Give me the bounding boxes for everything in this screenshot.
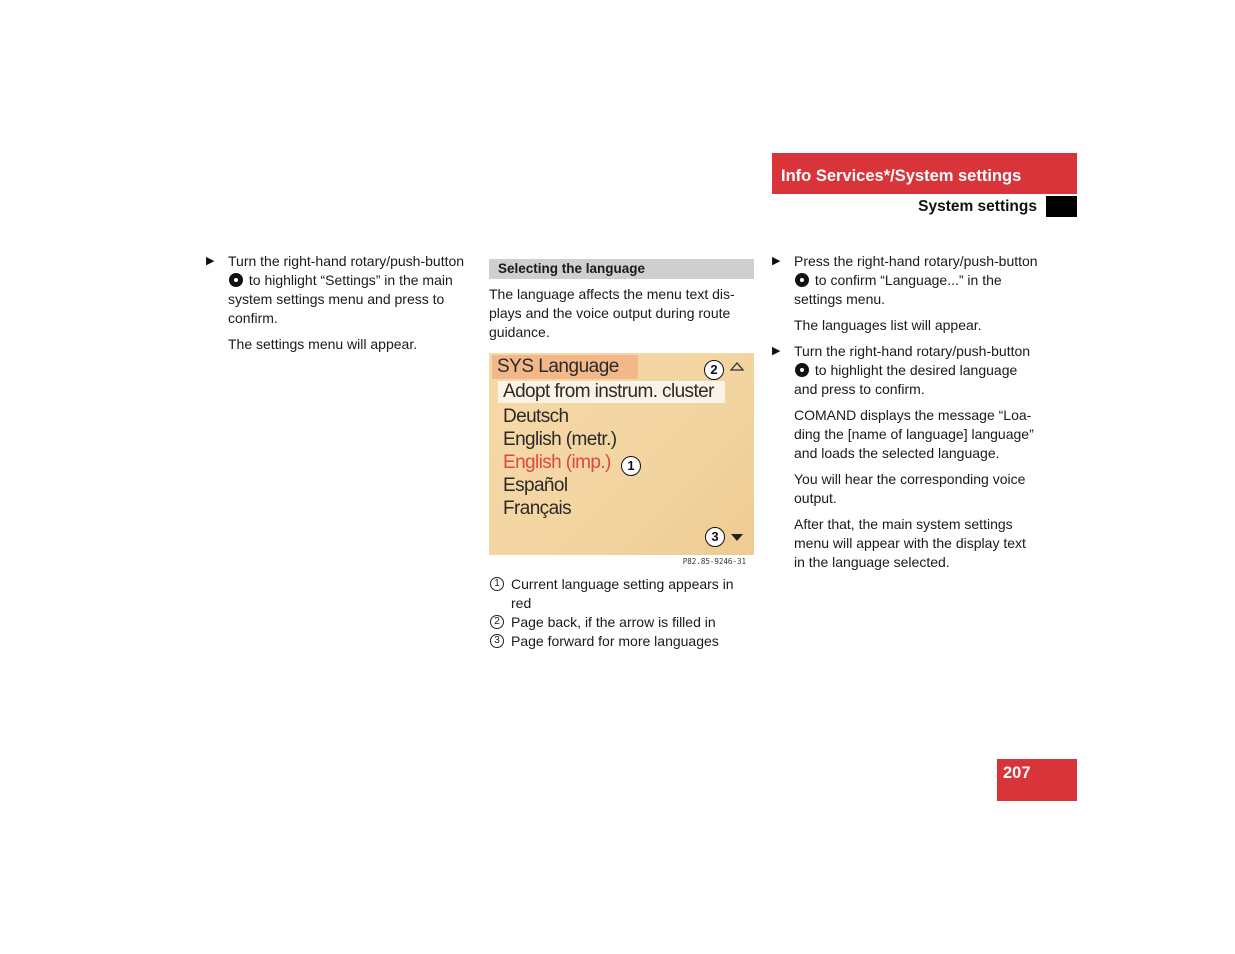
screen-menu-item: English (metr.) [503, 429, 617, 450]
step-result: COMAND displays the message “Loa-ding the [name of language] language” and loads the selected language. [794, 407, 1034, 461]
step-text: to highlight “Settings” in the main system settings menu and press to confirm. [228, 272, 453, 326]
screen-menu-item: Adopt from instrum. cluster [498, 381, 725, 403]
legend-item [489, 632, 754, 651]
legend-item [489, 575, 754, 613]
left-column [206, 252, 472, 361]
legend-number: 2 [490, 615, 504, 629]
legend-number: 3 [490, 634, 504, 648]
instruction-step [206, 252, 472, 328]
page-number: 207 [997, 759, 1077, 801]
right-column [772, 252, 1038, 579]
step-text: Turn the right-hand rotary/push-button [794, 343, 1031, 359]
section-marker-block [1046, 196, 1077, 217]
step-text: Turn the right-hand rotary/push-button [228, 253, 465, 269]
section-title: Selecting the language [489, 259, 754, 279]
figure-code: P82.85-9246-31 [682, 557, 746, 566]
screen-menu-item: Deutsch [503, 406, 569, 427]
callout-1: 1 [621, 456, 641, 476]
page-back-arrow-icon [730, 362, 744, 371]
language-screen-figure [489, 353, 754, 555]
section-header: System settings [918, 198, 1037, 215]
screen-menu-item: Français [503, 498, 572, 519]
step-text: Press the right-hand rotary/push-button [794, 253, 1038, 269]
chapter-header [772, 153, 1077, 194]
bullet-arrow-icon: ▶ [772, 345, 781, 357]
step-result: After that, the main system settings menu will appear with the display text in the language selected. [794, 516, 1026, 570]
instruction-step [772, 252, 1038, 309]
step-result: The settings menu will appear. [228, 336, 418, 352]
legend-item [489, 613, 754, 632]
step-text: to confirm “Language...” in the settings menu. [794, 272, 1002, 307]
middle-column [489, 259, 754, 349]
rotary-button-icon [795, 273, 809, 287]
legend-number: 1 [490, 577, 504, 591]
rotary-button-icon [795, 363, 809, 377]
legend-text: Current language setting appears in red [511, 576, 734, 611]
figure-legend [489, 575, 754, 651]
rotary-button-icon [229, 273, 243, 287]
page-forward-arrow-icon [730, 533, 744, 542]
legend-text: Page back, if the arrow is filled in [511, 614, 716, 630]
step-text: to highlight the desired language and press to confirm. [794, 362, 1018, 397]
section-intro: The language affects the menu text dis-plays and the voice output during route guidance. [489, 286, 735, 340]
callout-2: 2 [704, 360, 724, 380]
screen-menu-item: Español [503, 475, 568, 496]
instruction-step [772, 342, 1038, 399]
legend-text: Page forward for more languages [511, 633, 719, 649]
step-result: The languages list will appear. [794, 317, 982, 333]
step-result: You will hear the corresponding voice output. [794, 471, 1026, 506]
screen-title: SYS Language [492, 355, 638, 379]
callout-3: 3 [705, 527, 725, 547]
screen-menu-item-current: English (imp.) [503, 452, 611, 473]
bullet-arrow-icon: ▶ [206, 255, 215, 267]
bullet-arrow-icon: ▶ [772, 255, 781, 267]
chapter-title: Info Services*/System settings [781, 167, 1022, 185]
